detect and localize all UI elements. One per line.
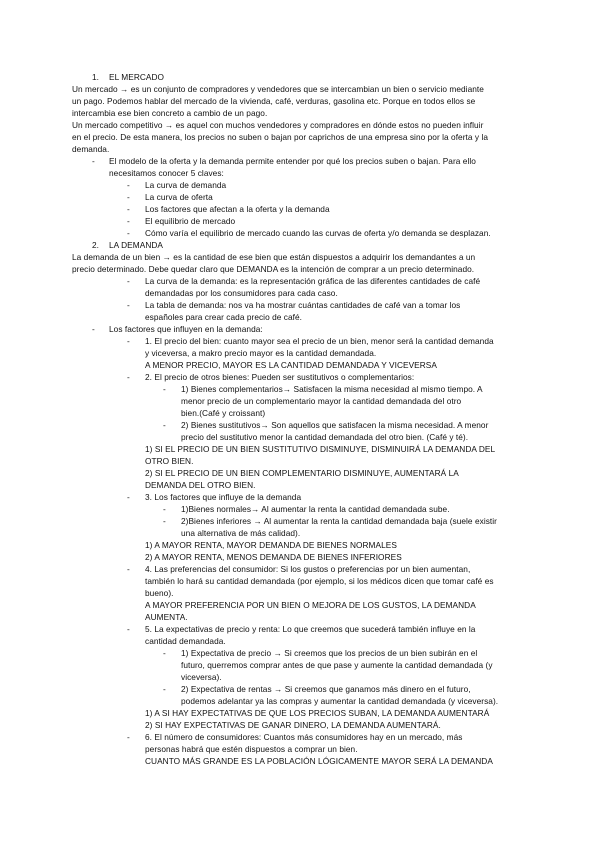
paragraph-line: Un mercado competitivo → es aquel con muchos vendedores y compradores en dónde estos no pueden influir <box>72 120 484 130</box>
list-item: 1. El precio del bien: cuanto mayor sea el precio de un bien, menor será la cantidad demanda <box>145 336 494 346</box>
section-title: EL MERCADO <box>109 72 165 82</box>
dash-bullet: - <box>127 192 130 202</box>
dash-bullet: - <box>92 324 95 334</box>
dash-bullet: - <box>92 156 95 166</box>
section-number: 1. <box>92 72 100 82</box>
dash-bullet: - <box>163 516 166 526</box>
paragraph-line: intercambia ese bien concreto a cambio de un pago. <box>72 108 268 118</box>
paragraph-line: demanda. <box>72 144 110 154</box>
dash-bullet: - <box>127 372 130 382</box>
list-item: El modelo de la oferta y la demanda permite entender por qué los precios suben o bajan. Para ello <box>109 156 476 166</box>
dash-bullet: - <box>127 300 130 310</box>
emphasis-line: 2) SI EL PRECIO DE UN BIEN COMPLEMENTARIO DISMINUYE, AUMENTARÁ LA <box>145 468 459 478</box>
emphasis-line: 1) SI EL PRECIO DE UN BIEN SUSTITUTIVO DISMINUYE, DISMINUIRÁ LA DEMANDA DEL <box>145 444 496 454</box>
emphasis-line: 1) A SI HAY EXPECTATIVAS DE QUE LOS PRECIOS SUBAN, LA DEMANDA AUMENTARÁ <box>145 708 490 718</box>
list-item: también lo hará su cantidad demandada (por ejemplo, si los médicos dicen que tomar café es <box>145 576 494 586</box>
list-item: El equilibrio de mercado <box>145 216 236 226</box>
list-item: Cómo varía el equilibrio de mercado cuando las curvas de oferta y/o demanda se desplazan. <box>145 228 491 238</box>
list-item: y viceversa, a makro precio mayor es la cantidad demandada. <box>145 348 377 358</box>
list-item: Los factores que afectan a la oferta y la demanda <box>145 204 330 214</box>
paragraph-line: en el precio. De esta manera, los precios no suben o bajan por caprichos de una empresa sino por la oferta y la <box>72 132 489 142</box>
emphasis-line: A MENOR PRECIO, MAYOR ES LA CANTIDAD DEMANDADA Y VICEVERSA <box>145 360 437 370</box>
list-item: La tabla de demanda: nos va ha mostrar cuántas cantidades de café van a tomar los <box>145 300 461 310</box>
emphasis-line: CUANTO MÁS GRANDE ES LA POBLACIÓN LÓGICAMENTE MAYOR SERÁ LA DEMANDA <box>145 756 493 766</box>
dash-bullet: - <box>127 204 130 214</box>
list-item: 3. Los factores que influye de la demanda <box>145 492 302 502</box>
list-item: Los factores que influyen en la demanda: <box>109 324 263 334</box>
emphasis-line: DEMANDA DEL OTRO BIEN. <box>145 480 256 490</box>
dash-bullet: - <box>127 336 130 346</box>
section-title: LA DEMANDA <box>109 240 163 250</box>
dash-bullet: - <box>127 216 130 226</box>
paragraph-line: precio determinado. Debe quedar claro que DEMANDA es la intención de comprar a un precio determinado. <box>72 264 475 274</box>
list-item: 1) Bienes complementarios→ Satisfacen la misma necesidad al mismo tiempo. A <box>181 384 483 394</box>
list-item: La curva de demanda <box>145 180 227 190</box>
emphasis-line: A MAYOR PREFERENCIA POR UN BIEN O MEJORA DE LOS GUSTOS, LA DEMANDA <box>145 600 476 610</box>
list-item: La curva de la demanda: es la representación gráfica de las diferentes cantidades de café <box>145 276 481 286</box>
list-item: 1)Bienes normales→ Al aumentar la renta la cantidad demandada sube. <box>181 504 450 514</box>
list-item: necesitamos conocer 5 claves: <box>109 168 224 178</box>
paragraph-line: Un mercado → es un conjunto de compradores y vendedores que se intercambian un bien o servicio mediante <box>72 84 484 94</box>
paragraph-line: un pago. Podemos hablar del mercado de la vivienda, café, verduras, gasolina etc. Porque en todos ellos se <box>72 96 476 106</box>
section-number: 2. <box>92 240 100 250</box>
list-item: 1) Expectativa de precio → Si creemos que los precios de un bien subirán en el <box>181 648 478 658</box>
dash-bullet: - <box>127 276 130 286</box>
dash-bullet: - <box>127 564 130 574</box>
dash-bullet: - <box>127 624 130 634</box>
list-item: 2)Bienes inferiores → Al aumentar la renta la cantidad demandada baja (suele existir <box>181 516 497 526</box>
dash-bullet: - <box>163 384 166 394</box>
list-item: 5. La expectativas de precio y renta: Lo que creemos que sucederá también influye en la <box>145 624 476 634</box>
list-item: 6. El número de consumidores: Cuantos más consumidores hay en un mercado, más <box>145 732 463 742</box>
list-item: viceversa). <box>181 672 222 682</box>
list-item: precio del sustitutivo menor la cantidad demandada del otro bien. (Café y té). <box>181 432 469 442</box>
emphasis-line: OTRO BIEN. <box>145 456 194 466</box>
list-item: 2) Expectativa de rentas → Si creemos que ganamos más dinero en el futuro, <box>181 684 471 694</box>
dash-bullet: - <box>127 180 130 190</box>
list-item: demandadas por los consumidores para cada caso. <box>145 288 338 298</box>
list-item: españoles para crear cada precio de café. <box>145 312 303 322</box>
dash-bullet: - <box>127 228 130 238</box>
list-item: La curva de oferta <box>145 192 213 202</box>
emphasis-line: AUMENTA. <box>145 612 188 622</box>
dash-bullet: - <box>127 492 130 502</box>
list-item: 2) Bienes sustitutivos→ Son aquellos que satisfacen la misma necesidad. A menor <box>181 420 489 430</box>
list-item: bien.(Café y croissant) <box>181 408 266 418</box>
emphasis-line: 2) A MAYOR RENTA, MENOS DEMANDA DE BIENES INFERIORES <box>145 552 402 562</box>
paragraph-line: La demanda de un bien → es la cantidad de ese bien que están dispuestos a adquirir los demandantes a un <box>72 252 476 262</box>
list-item: personas habrá que estén dispuestos a comprar un bien. <box>145 744 358 754</box>
list-item: cantidad demandada. <box>145 636 226 646</box>
list-item: bueno). <box>145 588 174 598</box>
list-item: futuro, querremos comprar antes de que pase y aumente la cantidad demandada (y <box>181 660 493 670</box>
list-item: 2. El precio de otros bienes: Pueden ser sustitutivos o complementarios: <box>145 372 415 382</box>
dash-bullet: - <box>163 420 166 430</box>
dash-bullet: - <box>163 504 166 514</box>
list-item: 4. Las preferencias del consumidor: Si los gustos o preferencias por un bien aumentan, <box>145 564 471 574</box>
emphasis-line: 2) SI HAY EXPECTATIVAS DE GANAR DINERO, LA DEMANDA AUMENTARÁ. <box>145 720 441 730</box>
emphasis-line: 1) A MAYOR RENTA, MAYOR DEMANDA DE BIENES NORMALES <box>145 540 397 550</box>
dash-bullet: - <box>163 684 166 694</box>
list-item: podemos adelantar ya las compras y aumentar la cantidad demandada (y viceversa). <box>181 696 499 706</box>
list-item: menor precio de un complementario mayor la cantidad demandada del otro <box>181 396 462 406</box>
dash-bullet: - <box>163 648 166 658</box>
list-item: una alternativa de más calidad). <box>181 528 301 538</box>
dash-bullet: - <box>127 732 130 742</box>
